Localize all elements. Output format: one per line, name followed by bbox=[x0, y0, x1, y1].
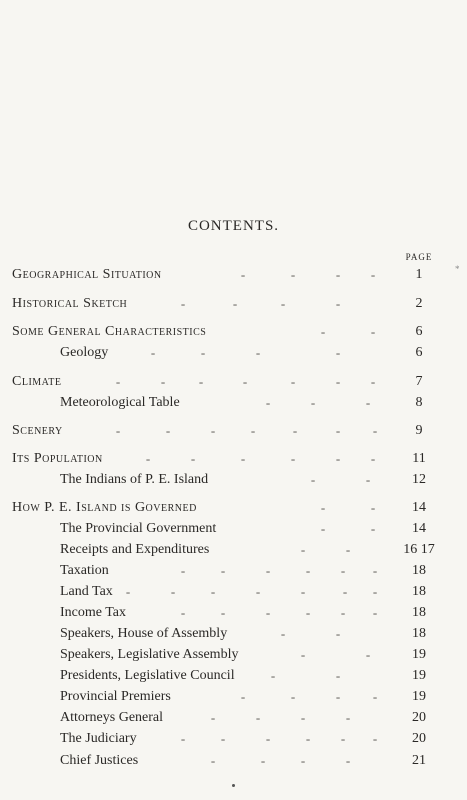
leader-dash: - bbox=[240, 689, 246, 704]
leader-dash: - bbox=[145, 451, 151, 466]
leader-dash: - bbox=[335, 296, 341, 311]
leader-dash: - bbox=[125, 584, 131, 599]
leader-dash: - bbox=[370, 374, 376, 389]
leader-dash: - bbox=[335, 374, 341, 389]
toc-entry-title: Some General Characteristics bbox=[12, 324, 207, 339]
leader-dash: - bbox=[345, 542, 351, 557]
toc-entry-title: Income Tax bbox=[60, 605, 127, 620]
page-title: CONTENTS. bbox=[187, 218, 280, 234]
leader-dash: - bbox=[340, 605, 346, 620]
toc-entry-title: Climate bbox=[12, 374, 62, 389]
leader-dash: - bbox=[340, 731, 346, 746]
leader-dash: - bbox=[210, 753, 216, 768]
toc-entry-title: Receipts and Expenditures bbox=[60, 542, 210, 557]
leader-dash: - bbox=[320, 500, 326, 515]
leader-dash: - bbox=[335, 626, 341, 641]
page-mark-dot bbox=[232, 784, 235, 787]
leader-dash: - bbox=[365, 647, 371, 662]
toc-entry bbox=[0, 393, 467, 413]
toc-entry-title: The Provincial Government bbox=[60, 521, 217, 536]
toc-entry-page-number: 2 bbox=[415, 296, 423, 311]
leader-dash: - bbox=[198, 374, 204, 389]
leader-dash: - bbox=[372, 731, 378, 746]
leader-dash: - bbox=[310, 472, 316, 487]
toc-entry bbox=[0, 751, 467, 771]
leader-dash: - bbox=[290, 689, 296, 704]
leader-dash: - bbox=[300, 710, 306, 725]
toc-entry-title: Provincial Premiers bbox=[60, 689, 171, 704]
leader-dash: - bbox=[372, 584, 378, 599]
leader-dash: - bbox=[335, 689, 341, 704]
toc-entry bbox=[0, 421, 467, 441]
toc-entry-page-number: 19 bbox=[412, 689, 426, 704]
toc-entry-title: Attorneys General bbox=[60, 710, 164, 725]
leader-dash: - bbox=[242, 374, 248, 389]
toc-entry-page-number: 1 bbox=[415, 267, 423, 282]
toc-entry-title: Geology bbox=[60, 345, 109, 360]
toc-entry-page-number: 14 bbox=[412, 500, 426, 515]
toc-entry-title: The Indians of P. E. Island bbox=[60, 472, 209, 487]
leader-dash: - bbox=[150, 345, 156, 360]
leader-dash: - bbox=[180, 731, 186, 746]
toc-entry-title: Geographical Situation bbox=[12, 267, 162, 282]
leader-dash: - bbox=[335, 267, 341, 282]
leader-dash: - bbox=[220, 605, 226, 620]
leader-dash: - bbox=[370, 500, 376, 515]
toc-entry-page-number: 9 bbox=[415, 423, 423, 438]
toc-entry bbox=[0, 540, 467, 560]
leader-dash: - bbox=[200, 345, 206, 360]
toc-entry bbox=[0, 498, 467, 518]
toc-entry bbox=[0, 372, 467, 392]
leader-dash: - bbox=[335, 345, 341, 360]
toc-entry-page-number: 18 bbox=[412, 563, 426, 578]
toc-entry-title: Speakers, Legislative Assembly bbox=[60, 647, 239, 662]
leader-dash: - bbox=[300, 542, 306, 557]
leader-dash: - bbox=[265, 563, 271, 578]
leader-dash: - bbox=[290, 451, 296, 466]
leader-dash: - bbox=[320, 324, 326, 339]
toc-entry-page-number: 12 bbox=[412, 472, 426, 487]
leader-dash: - bbox=[345, 753, 351, 768]
leader-dash: - bbox=[255, 710, 261, 725]
leader-dash: - bbox=[290, 374, 296, 389]
toc-entry-title: Taxation bbox=[60, 563, 109, 578]
toc-entry-page-number: 21 bbox=[412, 753, 426, 768]
margin-mark: * bbox=[455, 264, 460, 274]
leader-dash: - bbox=[280, 296, 286, 311]
leader-dash: - bbox=[372, 423, 378, 438]
leader-dash: - bbox=[220, 563, 226, 578]
leader-dash: - bbox=[372, 563, 378, 578]
leader-dash: - bbox=[305, 731, 311, 746]
leader-dash: - bbox=[305, 605, 311, 620]
leader-dash: - bbox=[115, 423, 121, 438]
leader-dash: - bbox=[300, 584, 306, 599]
leader-dash: - bbox=[370, 521, 376, 536]
toc-entry bbox=[0, 322, 467, 342]
leader-dash: - bbox=[335, 668, 341, 683]
leader-dash: - bbox=[310, 395, 316, 410]
leader-dash: - bbox=[365, 395, 371, 410]
leader-dash: - bbox=[290, 267, 296, 282]
toc-entry bbox=[0, 265, 467, 285]
toc-entry-page-number: 16 17 bbox=[403, 542, 435, 557]
leader-dash: - bbox=[365, 472, 371, 487]
toc-entry-title: Its Population bbox=[12, 451, 103, 466]
leader-dash: - bbox=[342, 584, 348, 599]
toc-entry-page-number: 8 bbox=[415, 395, 423, 410]
toc-entry-page-number: 20 bbox=[412, 710, 426, 725]
toc-entry bbox=[0, 561, 467, 581]
leader-dash: - bbox=[115, 374, 121, 389]
leader-dash: - bbox=[255, 345, 261, 360]
leader-dash: - bbox=[265, 395, 271, 410]
leader-dash: - bbox=[345, 710, 351, 725]
leader-dash: - bbox=[265, 605, 271, 620]
toc-entry bbox=[0, 666, 467, 686]
leader-dash: - bbox=[280, 626, 286, 641]
toc-entry-title: Historical Sketch bbox=[12, 296, 128, 311]
leader-dash: - bbox=[320, 521, 326, 536]
leader-dash: - bbox=[240, 451, 246, 466]
leader-dash: - bbox=[372, 605, 378, 620]
toc-entry-title: Presidents, Legislative Council bbox=[60, 668, 235, 683]
toc-entry-page-number: 14 bbox=[412, 521, 426, 536]
toc-entry-page-number: 18 bbox=[412, 584, 426, 599]
leader-dash: - bbox=[160, 374, 166, 389]
leader-dash: - bbox=[180, 563, 186, 578]
leader-dash: - bbox=[180, 296, 186, 311]
leader-dash: - bbox=[240, 267, 246, 282]
toc-entry bbox=[0, 708, 467, 728]
toc-entry-title: Chief Justices bbox=[60, 753, 139, 768]
toc-entry-page-number: 6 bbox=[415, 345, 423, 360]
leader-dash: - bbox=[260, 753, 266, 768]
toc-entry bbox=[0, 470, 467, 490]
toc-entry-page-number: 19 bbox=[412, 668, 426, 683]
toc-entry bbox=[0, 449, 467, 469]
leader-dash: - bbox=[255, 584, 261, 599]
toc-entry bbox=[0, 603, 467, 623]
leader-dash: - bbox=[210, 710, 216, 725]
toc-entry-title: Scenery bbox=[12, 423, 63, 438]
toc-entry-title: Land Tax bbox=[60, 584, 113, 599]
toc-entry-page-number: 6 bbox=[415, 324, 423, 339]
leader-dash: - bbox=[210, 423, 216, 438]
toc-entry-page-number: 18 bbox=[412, 626, 426, 641]
leader-dash: - bbox=[370, 324, 376, 339]
leader-dash: - bbox=[340, 563, 346, 578]
leader-dash: - bbox=[305, 563, 311, 578]
leader-dash: - bbox=[372, 689, 378, 704]
toc-entry bbox=[0, 294, 467, 314]
toc-entry bbox=[0, 582, 467, 602]
leader-dash: - bbox=[370, 267, 376, 282]
leader-dash: - bbox=[210, 584, 216, 599]
toc-entry bbox=[0, 645, 467, 665]
leader-dash: - bbox=[270, 668, 276, 683]
leader-dash: - bbox=[165, 423, 171, 438]
toc-entry-title: Speakers, House of Assembly bbox=[60, 626, 228, 641]
page-column-label: PAGE bbox=[405, 252, 433, 262]
leader-dash: - bbox=[292, 423, 298, 438]
leader-dash: - bbox=[250, 423, 256, 438]
leader-dash: - bbox=[190, 451, 196, 466]
leader-dash: - bbox=[370, 451, 376, 466]
toc-entry-title: The Judiciary bbox=[60, 731, 137, 746]
leader-dash: - bbox=[335, 451, 341, 466]
toc-entry-page-number: 20 bbox=[412, 731, 426, 746]
toc-entry-page-number: 7 bbox=[415, 374, 423, 389]
toc-entry-page-number: 11 bbox=[412, 451, 426, 466]
toc-entry-title: Meteorological Table bbox=[60, 395, 180, 410]
toc-entry-page-number: 18 bbox=[412, 605, 426, 620]
toc-entry bbox=[0, 729, 467, 749]
toc-entry bbox=[0, 343, 467, 363]
leader-dash: - bbox=[220, 731, 226, 746]
leader-dash: - bbox=[300, 753, 306, 768]
toc-entry-page-number: 19 bbox=[412, 647, 426, 662]
toc-entry bbox=[0, 624, 467, 644]
leader-dash: - bbox=[170, 584, 176, 599]
leader-dash: - bbox=[232, 296, 238, 311]
toc-entry bbox=[0, 687, 467, 707]
leader-dash: - bbox=[180, 605, 186, 620]
leader-dash: - bbox=[265, 731, 271, 746]
leader-dash: - bbox=[335, 423, 341, 438]
leader-dash: - bbox=[300, 647, 306, 662]
toc-entry bbox=[0, 519, 467, 539]
toc-entry-title: How P. E. Island is Governed bbox=[12, 500, 197, 515]
